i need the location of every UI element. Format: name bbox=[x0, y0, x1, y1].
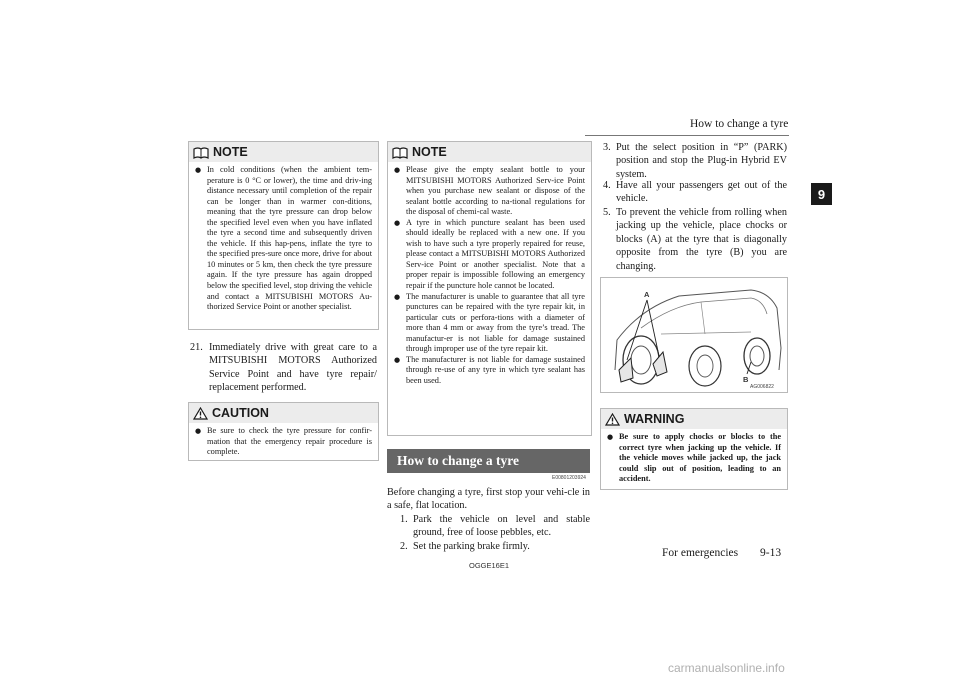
warning-heading: WARNING bbox=[624, 412, 685, 426]
step-text: Put the select position in “P” (PARK) position and stop the Plug-in Hybrid EV system. bbox=[616, 142, 787, 180]
label-a: A bbox=[644, 290, 650, 299]
step-2 bbox=[400, 540, 590, 553]
step-number: 5. bbox=[603, 207, 611, 218]
warning-box-header bbox=[601, 409, 787, 429]
caution-box-header bbox=[189, 403, 378, 423]
footer-page-number: 9-13 bbox=[760, 547, 782, 559]
bullet-icon: ● bbox=[195, 166, 202, 174]
warning-box bbox=[600, 408, 788, 490]
caution-text: Be sure to check the tyre pressure for confir-mation that the emergency repair procedure is complete. bbox=[207, 426, 372, 457]
step-3 bbox=[603, 141, 787, 181]
step-text: To prevent the vehicle from rolling when jacking up the vehicle, place chocks or blocks (A) at the tyre that is diagonally opposite from the tyre (B) you are changing. bbox=[616, 207, 787, 272]
note-box-sealant bbox=[387, 141, 592, 436]
caution-box bbox=[188, 402, 379, 461]
step-5 bbox=[603, 206, 787, 273]
watermark: carmanualsonline.info bbox=[668, 661, 785, 675]
note-icon bbox=[193, 146, 209, 159]
caution-triangle-icon bbox=[193, 407, 208, 420]
warning-triangle-icon bbox=[605, 413, 620, 426]
note-box-header bbox=[189, 142, 378, 162]
note-box-cold-conditions bbox=[188, 141, 379, 330]
step-text: Park the vehicle on level and stable ground, free of loose pebbles, etc. bbox=[413, 514, 590, 539]
warning-bullet bbox=[607, 432, 781, 485]
chock-illustration bbox=[600, 277, 788, 393]
note-bullet bbox=[195, 165, 372, 313]
car-chocks-drawing bbox=[601, 278, 787, 392]
header-rule bbox=[585, 135, 789, 136]
note-bullet bbox=[394, 165, 585, 218]
step-number: 3. bbox=[603, 142, 611, 153]
illustration-code: AG006822 bbox=[750, 384, 774, 390]
caution-bullet bbox=[195, 426, 372, 458]
note-bullet bbox=[394, 292, 585, 355]
bullet-icon: ● bbox=[195, 427, 202, 435]
step-21 bbox=[190, 341, 377, 395]
step-4 bbox=[603, 179, 787, 206]
bullet-icon: ● bbox=[394, 166, 401, 174]
section-code: E00801203924 bbox=[552, 475, 586, 481]
step-number: 21. bbox=[190, 342, 203, 353]
step-number: 1. bbox=[400, 514, 408, 525]
step-text: Immediately drive with great care to a MITSUBISHI MOTORS Authorized Service Point and have tyre repair/ replacement performed. bbox=[209, 342, 377, 394]
footer-section: For emergencies bbox=[662, 547, 739, 559]
bullet-icon: ● bbox=[394, 218, 401, 227]
note-bullet bbox=[394, 355, 585, 387]
note-box-header bbox=[388, 142, 591, 162]
step-text: Set the parking brake firmly. bbox=[413, 541, 530, 552]
caution-heading: CAUTION bbox=[212, 406, 269, 420]
bullet-icon: ● bbox=[394, 292, 401, 301]
chapter-tab: 9 bbox=[811, 183, 832, 205]
step-text: Have all your passengers get out of the vehicle. bbox=[616, 180, 787, 205]
note-heading: NOTE bbox=[412, 145, 447, 159]
note-icon bbox=[392, 146, 408, 159]
page-header-title: How to change a tyre bbox=[690, 118, 789, 130]
note-text: In cold conditions (when the ambient tem-perature is 0 °C or lower), the time and driv-ing distance necessary until completion of the repair can be longer than in warmer con-ditions, meaning that the tyre pressure can drop below the specified level even when you have inflated the tyre a second time and subsequently driven the vehicle. If this hap-pens, inflate the tyre to the specified pres-sure once more, drive for about 10 minutes or 5 km, then check the tyre pressure again. If the tyre pressure has again dropped below the specified level, stop driving the vehicle and contact a MITSUBISHI MOTORS Au-thorized Service Point or another specialist. bbox=[207, 165, 372, 312]
label-b: B bbox=[743, 375, 749, 384]
warning-text: Be sure to apply chocks or blocks to the correct tyre when jacking up the vehicle. If the vehicle moves while jacked up, the jack could slip out of position, leading to an accident. bbox=[619, 432, 781, 484]
note-bullet-text: Please give the empty sealant bottle to your MITSUBISHI MOTORS Authorized Serv-ice Point when you purchase new sealant or dispose of the sealant bottle according to na-tional regulations for the disposal of chemi-cal waste. bbox=[406, 165, 585, 217]
footer-code: OGGE16E1 bbox=[469, 561, 510, 570]
note-bullet-text: The manufacturer is not liable for damage sustained through re-use of any tyre in which tyre sealant has been used. bbox=[406, 354, 585, 385]
step-1 bbox=[400, 513, 590, 540]
step-number: 4. bbox=[603, 180, 611, 191]
section-intro: Before changing a tyre, first stop your vehi-cle in a safe, flat location. bbox=[387, 487, 590, 512]
bullet-icon: ● bbox=[607, 433, 614, 441]
section-title: How to change a tyre bbox=[387, 449, 590, 473]
note-bullet bbox=[394, 218, 585, 292]
bullet-icon: ● bbox=[394, 355, 401, 364]
step-number: 2. bbox=[400, 541, 408, 552]
note-bullet-text: The manufacturer is unable to guarantee that all tyre punctures can be repaired with the tyre repair kit, in particular cuts or perfora-tions with a diameter of more than 4 mm or away from the tyre’s tread. The manufactur-er is not liable for damage sustained through improper use of the tyre repair kit. bbox=[406, 291, 585, 354]
note-heading: NOTE bbox=[213, 145, 248, 159]
note-bullet-text: A tyre in which puncture sealant has been used should ideally be replaced with a new one. If you wish to have such a tyre properly repaired for reuse, please contact a MITSUBISHI MOTORS Authorized Serv-ice Point or another specialist. Note that a proper repair is impossible following an emergency repair if the puncture hole cannot be located. bbox=[406, 217, 585, 291]
